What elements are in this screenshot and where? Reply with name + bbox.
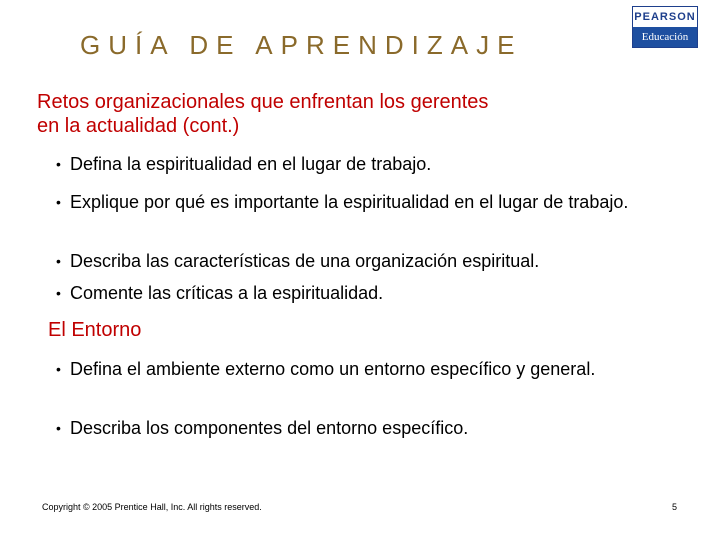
bullet-dot: • xyxy=(56,285,61,301)
bullet-item xyxy=(56,153,696,175)
bullet-text: Defina el ambiente externo como un entorno específico y general. xyxy=(70,359,596,379)
bullet-item xyxy=(56,191,646,213)
pearson-logo xyxy=(632,6,698,48)
bullet-text: Explique por qué es importante la espiritualidad en el lugar de trabajo. xyxy=(70,192,629,212)
bullet-dot: • xyxy=(56,253,61,269)
bullet-item xyxy=(56,282,696,304)
bullet-dot: • xyxy=(56,361,61,377)
bullet-text: Defina la espiritualidad en el lugar de trabajo. xyxy=(70,154,432,174)
section-title-line-1: Retos organizacionales que enfrentan los gerentes xyxy=(37,91,489,113)
footer-copyright: Copyright © 2005 Prentice Hall, Inc. All rights reserved. xyxy=(42,502,262,512)
logo-top-text: PEARSON xyxy=(633,7,697,27)
page-number: 5 xyxy=(672,502,678,512)
bullet-item xyxy=(56,250,696,272)
bullet-text: Comente las críticas a la espiritualidad. xyxy=(70,283,384,303)
bullet-dot: • xyxy=(56,156,61,172)
bullet-text: Describa los componentes del entorno específico. xyxy=(70,418,469,438)
slide-header-title: GUÍA DE APRENDIZAJE xyxy=(80,30,523,60)
section-title-line-2: en la actualidad (cont.) xyxy=(37,115,240,137)
bullet-dot: • xyxy=(56,420,61,436)
bullet-item xyxy=(56,358,656,380)
bullet-dot: • xyxy=(56,194,61,210)
section-title-entorno: El Entorno xyxy=(48,319,142,341)
logo-bottom-text: Educación xyxy=(633,27,697,47)
bullet-text: Describa las características de una organización espiritual. xyxy=(70,251,540,271)
bullet-item xyxy=(56,417,696,439)
